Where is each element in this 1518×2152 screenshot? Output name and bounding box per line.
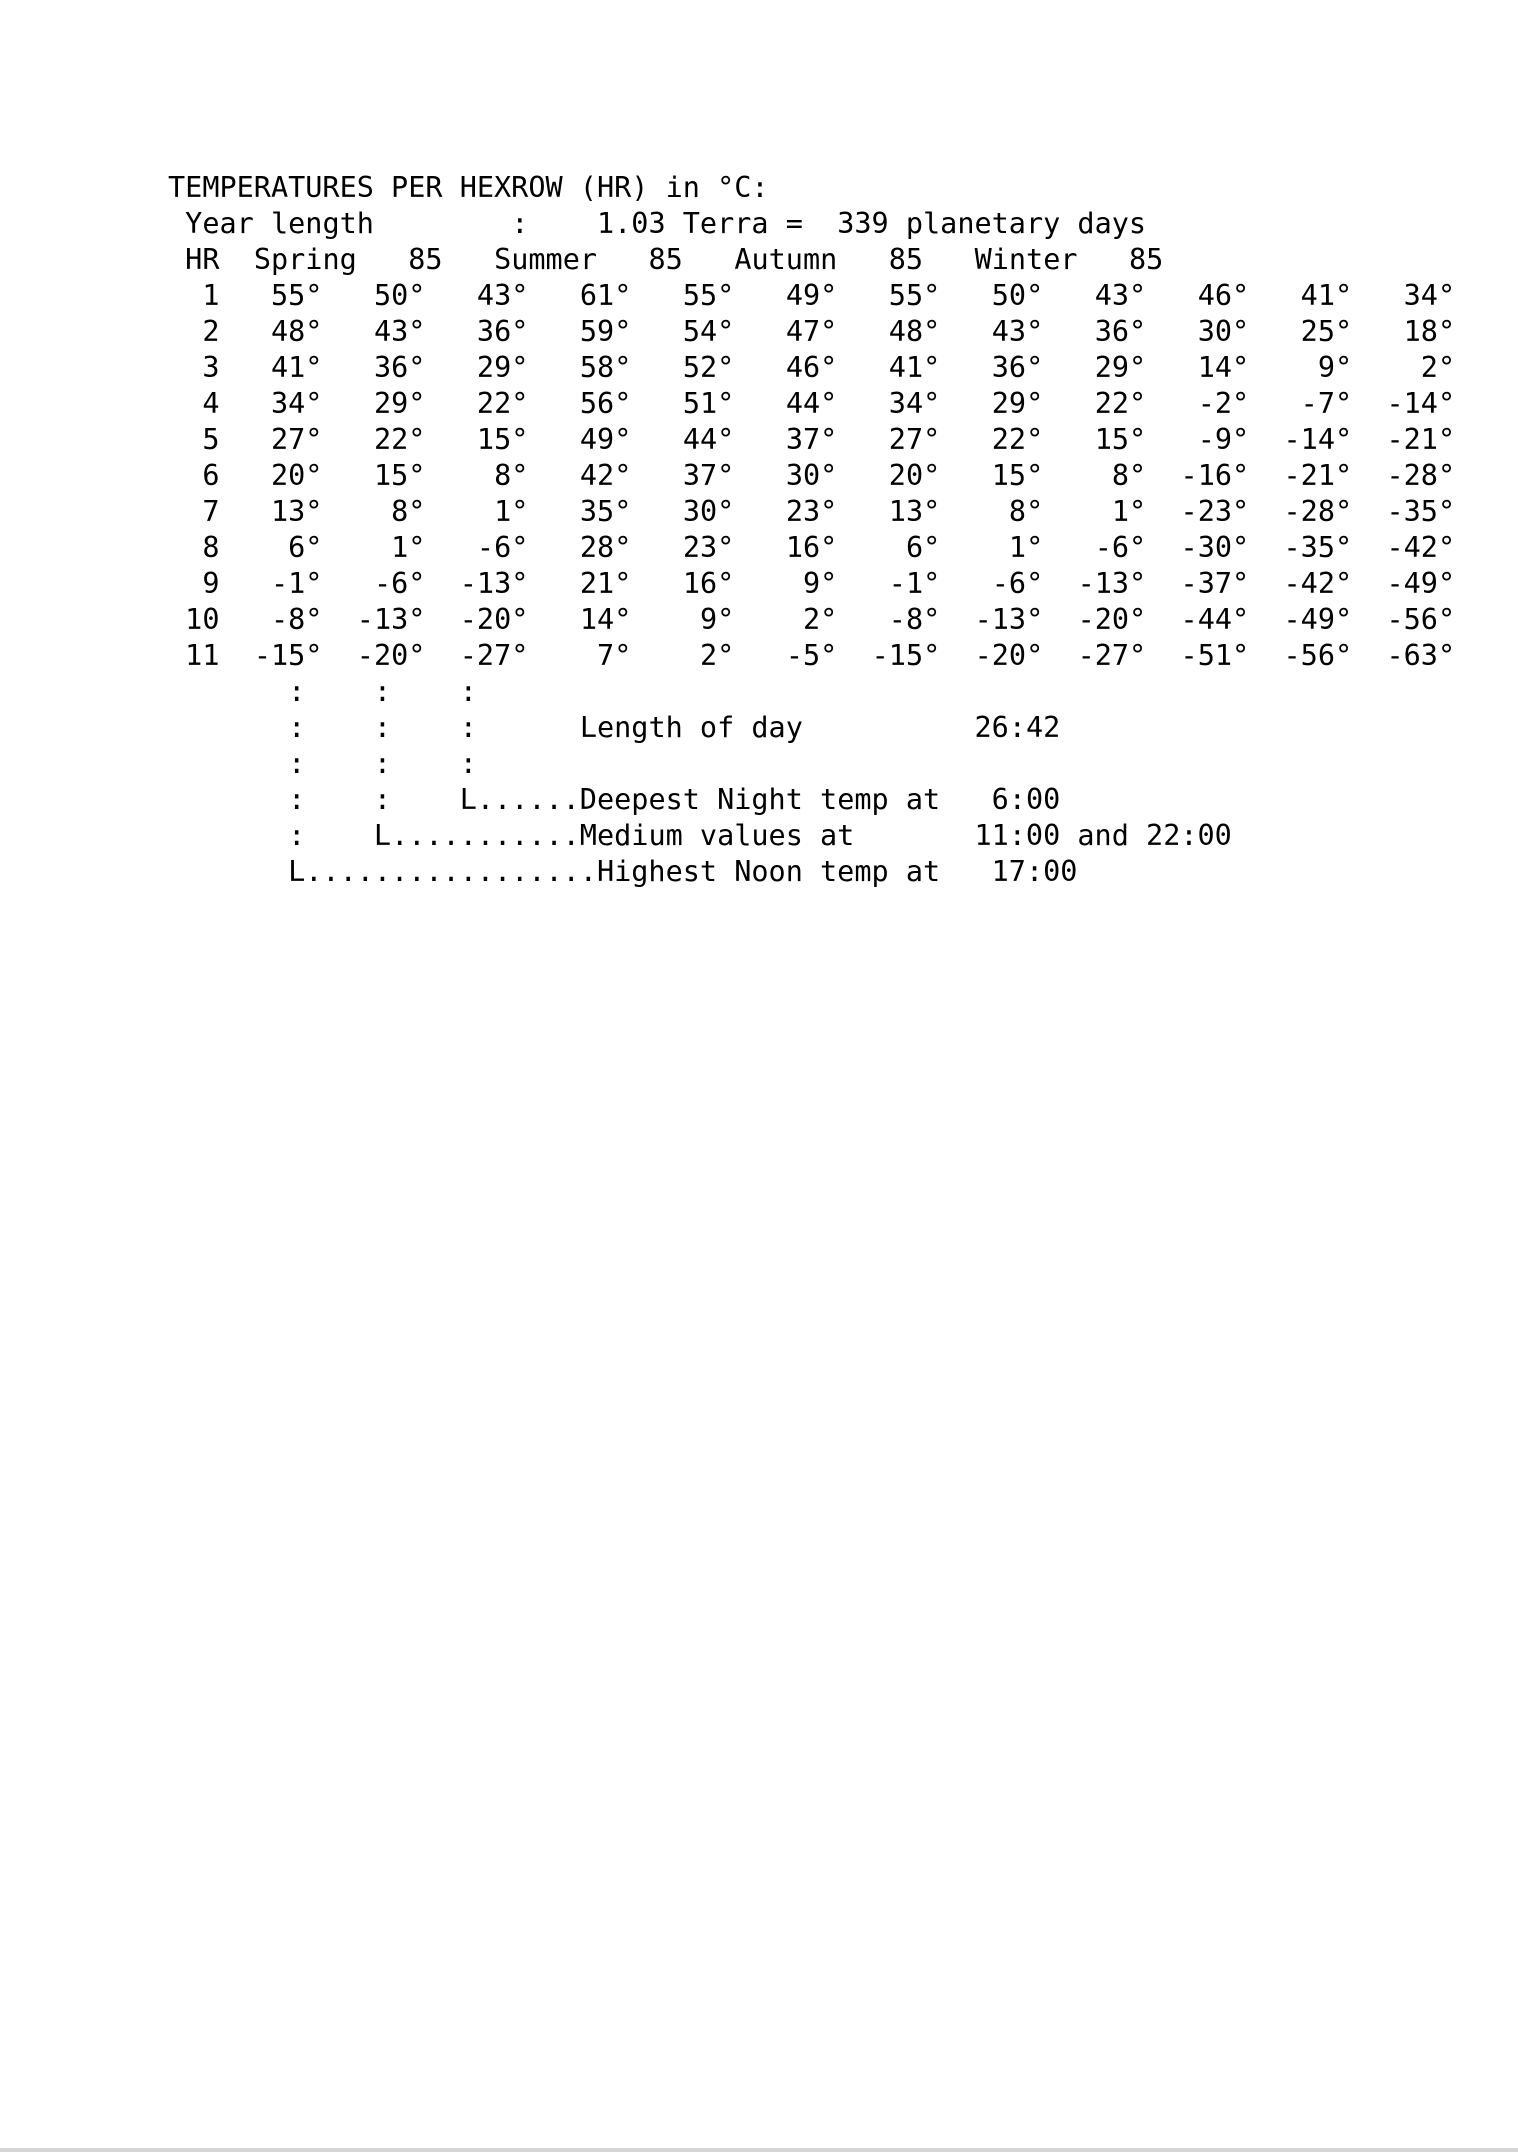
temperature-cell: 22°: [476, 387, 529, 420]
temperature-cell: -21°: [1386, 423, 1456, 456]
page-bottom-border: [0, 2148, 1518, 2152]
season-name-summer: Summer: [494, 243, 598, 276]
temperature-cell: -8°: [888, 603, 941, 636]
temperature-cell: -28°: [1283, 495, 1353, 528]
temperature-cell: 23°: [682, 531, 735, 564]
temperature-cell: -20°: [356, 639, 426, 672]
night-temp-value: 6:00: [991, 783, 1061, 816]
noon-temp-label: L.................Highest Noon temp at: [288, 855, 941, 888]
temperature-cell: 58°: [579, 351, 632, 384]
temperature-cell: 30°: [785, 459, 838, 492]
temperature-cell: 43°: [991, 315, 1044, 348]
temperature-cell: -9°: [1197, 423, 1250, 456]
temperature-cell: 13°: [888, 495, 941, 528]
season-value-autumn: 85: [888, 243, 924, 276]
temperature-cell: 8°: [1111, 459, 1147, 492]
temperature-cell: 35°: [579, 495, 632, 528]
temperature-cell: 9°: [1317, 351, 1353, 384]
temperature-cell: 6°: [905, 531, 941, 564]
temperature-cell: 50°: [991, 279, 1044, 312]
temperature-cell: 41°: [888, 351, 941, 384]
temperature-cell: 15°: [991, 459, 1044, 492]
temperature-cell: -13°: [459, 567, 529, 600]
temperature-cell: -14°: [1283, 423, 1353, 456]
temperature-cell: -56°: [1386, 603, 1456, 636]
temperature-cell: 9°: [802, 567, 838, 600]
temperature-cell: 30°: [682, 495, 735, 528]
column-header-hr: HR: [185, 243, 220, 276]
temperature-cell: -20°: [974, 639, 1044, 672]
temperature-cell: 30°: [1197, 315, 1250, 348]
temperature-cell: -6°: [1094, 531, 1147, 564]
temperature-cell: 1°: [1111, 495, 1147, 528]
temperature-cell: 22°: [373, 423, 426, 456]
temperature-cell: -6°: [991, 567, 1044, 600]
temperature-cell: 61°: [579, 279, 632, 312]
temperature-cell: 7°: [597, 639, 632, 672]
temperature-cell: 43°: [476, 279, 529, 312]
day-length-label: Length of day: [579, 711, 803, 744]
temperature-cell: 9°: [700, 603, 735, 636]
temperature-cell: 42°: [579, 459, 632, 492]
temperature-cell: -27°: [459, 639, 529, 672]
temperature-cell: 14°: [1197, 351, 1250, 384]
temperature-cell: 41°: [1300, 279, 1353, 312]
temperature-cell: 41°: [270, 351, 323, 384]
year-length-value: 1.03 Terra: [596, 207, 769, 240]
temperature-cell: -37°: [1180, 567, 1250, 600]
temperature-cell: 1°: [391, 531, 426, 564]
temperature-cell: 46°: [1197, 279, 1250, 312]
temperature-cell: -42°: [1283, 567, 1353, 600]
temperature-cell: 52°: [682, 351, 735, 384]
season-name-autumn: Autumn: [734, 243, 838, 276]
temperature-cell: -13°: [356, 603, 426, 636]
temperature-document: TEMPERATURES PER HEXROW (HR) in °C: Year length : 1.03 Terra = 339 planetary days HR Spring 85 Summer 85 Autumn 85 Winter 85 1 55° 50° 43° 61° 55° 49° 55° 50° 43° 46° 41° 34° 2 48° 43° 36° 59° 54° 47° 48° 43° 36° 30° 25° 18° 3 41° 36° 29° 58° 52° 46° 41° 36° 29° 14° 9° 2° 4 34° 29° 22° 56° 51° 44° 34° 29° 22° -2° -7° -14° 5 27° 22° 15° 49° 44° 37° 27° 22° 15° -9° -14° -21° 6 20° 15° 8° 42° 37° 30° 20° 15° 8° -16° -21° -28° 7 13° 8° 1° 35° 30° 23° 13° 8° 1° -23° -28° -35° 8 6° 1° -6° 28° 23° 16° 6° 1° -6° -30° -35° -42° 9 -1° -6° -13° 21° 16° 9° -1° -6° -13° -37° -42° -49° 10 -8° -13° -20° 14° 9° 2° -8° -13° -20° -44° -49° -56° 11 -15° -20° -27° 7° 2° -5° -15° -20° -27° -51° -56° -63° : : : : : : Length of day 26:42 : : : : : L......Deepest Night temp at 6:00 : L...........Medium values at 11:00 and 22:00 L.................Highest Noon temp at 17:00: [168, 171, 1456, 888]
temperature-cell: -30°: [1180, 531, 1250, 564]
day-length-value: 26:42: [974, 711, 1061, 744]
temperature-cell: 25°: [1300, 315, 1353, 348]
season-value-spring: 85: [408, 243, 443, 276]
temperature-cell: 55°: [270, 279, 323, 312]
temperature-cell: -6°: [476, 531, 529, 564]
temperature-cell: 34°: [270, 387, 323, 420]
temperature-cell: 37°: [785, 423, 838, 456]
temperature-cell: 28°: [579, 531, 632, 564]
medium-values-label: L...........Medium values at: [373, 819, 855, 852]
temperature-cell: 29°: [1094, 351, 1147, 384]
temperature-cell: -35°: [1283, 531, 1353, 564]
temperature-cell: 23°: [785, 495, 838, 528]
temperature-cell: -20°: [459, 603, 529, 636]
temperature-cell: -2°: [1197, 387, 1250, 420]
temperature-cell: 2°: [802, 603, 838, 636]
temperature-cell: -35°: [1386, 495, 1456, 528]
medium-values-value: 11:00 and 22:00: [974, 819, 1232, 852]
season-value-winter: 85: [1129, 243, 1164, 276]
temperature-cell: 54°: [682, 315, 735, 348]
temperature-cell: 22°: [1094, 387, 1147, 420]
temperature-cell: 49°: [579, 423, 632, 456]
temperature-cell: 20°: [888, 459, 941, 492]
season-name-spring: Spring: [253, 243, 357, 276]
temperature-cell: -20°: [1077, 603, 1147, 636]
temperature-cell: 55°: [682, 279, 735, 312]
night-temp-label: L......Deepest Night temp at: [459, 783, 941, 816]
temperature-cell: -5°: [785, 639, 838, 672]
temperature-cell: 27°: [270, 423, 323, 456]
temperature-cell: 55°: [888, 279, 941, 312]
temperature-cell: -1°: [270, 567, 323, 600]
temperature-cell: -13°: [974, 603, 1044, 636]
temperature-cell: 47°: [785, 315, 838, 348]
temperature-cell: 36°: [373, 351, 426, 384]
temperature-cell: -14°: [1386, 387, 1456, 420]
temperature-cell: -49°: [1386, 567, 1456, 600]
temperature-cell: 43°: [1094, 279, 1147, 312]
temperature-cell: -28°: [1386, 459, 1456, 492]
temperature-cell: -56°: [1283, 639, 1353, 672]
temperature-cell: 15°: [476, 423, 529, 456]
temperature-cell: -42°: [1386, 531, 1456, 564]
temperature-cell: 16°: [785, 531, 838, 564]
temperature-cell: 13°: [270, 495, 323, 528]
temperature-cell: 27°: [888, 423, 941, 456]
temperature-cell: 18°: [1403, 315, 1456, 348]
temperature-cell: -13°: [1077, 567, 1147, 600]
temperature-cell: 21°: [579, 567, 632, 600]
temperature-cell: 37°: [682, 459, 735, 492]
temperature-cell: 44°: [785, 387, 838, 420]
temperature-cell: 15°: [1094, 423, 1147, 456]
temperature-cell: 14°: [579, 603, 632, 636]
temperature-cell: -63°: [1386, 639, 1456, 672]
temperature-cell: 1°: [494, 495, 529, 528]
temperature-cell: -1°: [888, 567, 941, 600]
temperature-cell: -27°: [1077, 639, 1147, 672]
temperature-cell: 36°: [1094, 315, 1147, 348]
temperature-cell: 50°: [373, 279, 426, 312]
temperature-cell: -8°: [270, 603, 323, 636]
temperature-cell: 48°: [270, 315, 323, 348]
temperature-cell: 8°: [1008, 495, 1044, 528]
temperature-cell: 8°: [391, 495, 426, 528]
season-value-summer: 85: [648, 243, 683, 276]
temperature-cell: 51°: [682, 387, 735, 420]
temperature-cell: 29°: [373, 387, 426, 420]
temperature-cell: 46°: [785, 351, 838, 384]
planetary-days: 339 planetary days: [837, 207, 1147, 240]
temperature-cell: -51°: [1180, 639, 1250, 672]
temperature-cell: 36°: [991, 351, 1044, 384]
temperature-cell: 49°: [785, 279, 838, 312]
temperature-cell: 8°: [494, 459, 529, 492]
temperature-cell: -44°: [1180, 603, 1250, 636]
temperature-cell: -7°: [1300, 387, 1353, 420]
temperature-cell: 43°: [373, 315, 426, 348]
temperature-cell: 29°: [991, 387, 1044, 420]
page-title: TEMPERATURES PER HEXROW (HR) in °C:: [168, 171, 769, 204]
noon-temp-value: 17:00: [991, 855, 1078, 888]
temperature-cell: 22°: [991, 423, 1044, 456]
temperature-cell: -6°: [373, 567, 426, 600]
temperature-cell: 2°: [1420, 351, 1456, 384]
temperature-cell: 44°: [682, 423, 735, 456]
temperature-cell: 6°: [288, 531, 323, 564]
temperature-cell: -49°: [1283, 603, 1353, 636]
temperature-cell: 56°: [579, 387, 632, 420]
temperature-cell: 2°: [700, 639, 735, 672]
temperature-cell: 29°: [476, 351, 529, 384]
year-length-label: Year length: [185, 207, 374, 240]
temperature-cell: -15°: [253, 639, 323, 672]
temperature-cell: 1°: [1008, 531, 1044, 564]
temperature-cell: 36°: [476, 315, 529, 348]
temperature-cell: -15°: [871, 639, 941, 672]
temperature-cell: 15°: [373, 459, 426, 492]
temperature-cell: 48°: [888, 315, 941, 348]
season-name-winter: Winter: [974, 243, 1078, 276]
temperature-cell: 16°: [682, 567, 735, 600]
temperature-cell: 20°: [270, 459, 323, 492]
temperature-cell: 59°: [579, 315, 632, 348]
temperature-cell: -16°: [1180, 459, 1250, 492]
temperature-cell: -23°: [1180, 495, 1250, 528]
temperature-cell: 34°: [888, 387, 941, 420]
temperature-cell: 34°: [1403, 279, 1456, 312]
temperature-cell: -21°: [1283, 459, 1353, 492]
